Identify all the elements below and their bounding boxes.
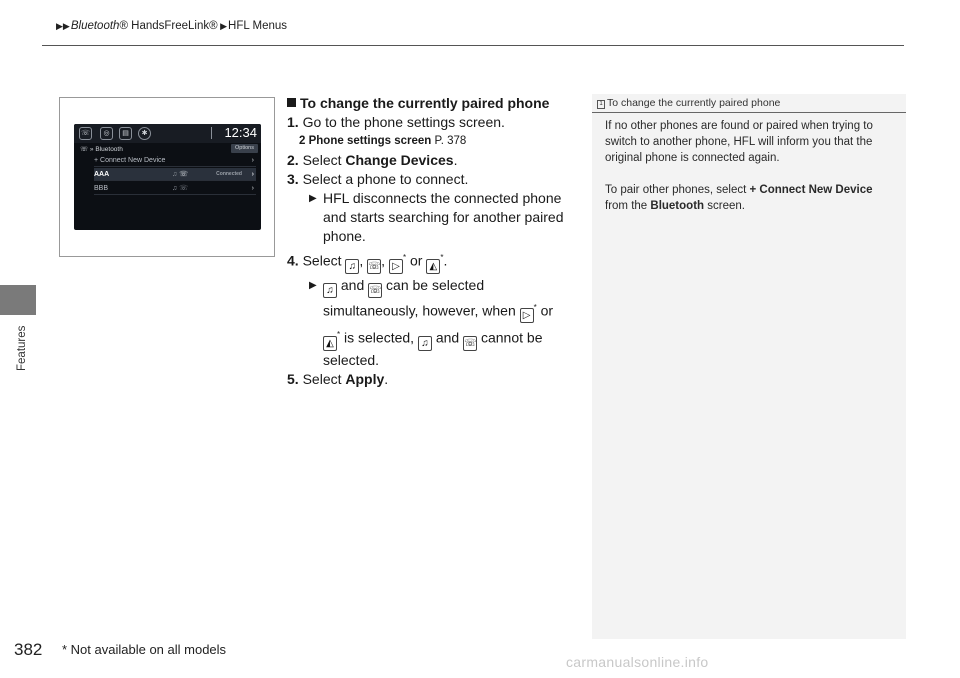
reference-icon: 2 <box>299 135 306 147</box>
step-3-result <box>287 189 587 208</box>
music-icon: ♫ <box>323 283 337 298</box>
arrow-right-icon: ▶ <box>217 21 228 31</box>
step-4-or: or <box>409 252 423 269</box>
header-section: HFL Menus <box>228 20 288 32</box>
step-3-result-line3: phone. <box>323 228 366 244</box>
procedure-title <box>287 94 587 113</box>
header-reg: ® <box>119 20 128 32</box>
square-bullet-icon <box>287 98 296 107</box>
step-3: 3. Select a phone to connect. <box>287 171 469 187</box>
note-icon: 1 <box>597 100 605 109</box>
screen-illustration <box>59 97 275 257</box>
screen-row-label: + Connect New Device <box>94 157 166 164</box>
p2-bold2: Bluetooth <box>650 200 705 212</box>
screen-row-tag: Connected <box>216 171 242 177</box>
step-2: 2. Select Change Devices. <box>287 152 458 168</box>
step-1-reference <box>299 132 587 151</box>
p2-post: screen. <box>704 200 745 212</box>
podcast-icon: ◭ <box>323 336 337 351</box>
screen-bt-label: Bluetooth <box>95 146 123 153</box>
arrow-right-icon: ▶ <box>309 193 317 204</box>
step-1-text: Go to the phone settings screen. <box>302 114 505 130</box>
step-4-text: Select <box>302 252 342 269</box>
section-label-container <box>4 313 32 383</box>
step-4-and-2: and <box>435 329 460 346</box>
settings-icon: ✱ <box>138 127 151 140</box>
step-4-result-line2: simultaneously, however, when <box>323 302 516 319</box>
step-4-result-line1: can be selected <box>386 276 485 293</box>
podcast-icon: ◭ <box>426 259 440 274</box>
step-4: 4. Select ♫ , ☏, ▷* or ◭*. <box>287 252 448 272</box>
chevron-right-icon: › <box>251 171 254 178</box>
watermark: carmanualsonline.info <box>566 654 709 670</box>
screen-row-label: AAA <box>94 171 110 178</box>
step-4-result-3: ◭* is selected, ♫ and ☏ cannot be <box>287 325 587 351</box>
step-4-and: and <box>340 276 365 293</box>
play-icon: ▷ <box>389 259 403 274</box>
p2-pre: To pair other phones, select <box>605 184 750 196</box>
screen-row-bbb <box>94 182 256 195</box>
music-phone-icon: ♫ ☏ <box>172 185 188 192</box>
step-2-text: Select <box>302 152 346 168</box>
screen-bt-title <box>80 145 123 153</box>
step-4-result-4 <box>287 351 587 370</box>
section-label: Features <box>16 325 28 371</box>
music-icon: ♫ <box>418 336 432 351</box>
aid-icon: ▤ <box>119 127 132 140</box>
screen-row-label: BBB <box>94 185 109 192</box>
step-3-result-line1: HFL disconnects the connected phone <box>323 190 562 206</box>
step-3-result-3 <box>287 227 587 246</box>
side-note-heading <box>592 94 906 113</box>
section-tab <box>0 285 36 315</box>
step-3-text: Select a phone to connect. <box>302 171 469 187</box>
procedure-title-text: To change the currently paired phone <box>300 95 550 111</box>
status-icon <box>211 127 221 139</box>
phone-icon: ☏ » <box>80 146 94 153</box>
music-icon: ♫ <box>345 259 359 274</box>
step-2-bold: Change Devices <box>345 152 454 168</box>
phone-icon: ☏ <box>79 127 92 140</box>
side-note-heading-text: To change the currently paired phone <box>607 97 781 109</box>
p2-mid: from the <box>605 200 651 212</box>
header-product: HandsFreeLink® <box>127 20 218 32</box>
step-4-result-2: simultaneously, however, when ▷* or <box>323 302 554 322</box>
step-4-result-line3a: is selected, <box>344 329 415 346</box>
arrow-right-icon: ▶▶ <box>56 21 70 31</box>
running-header <box>56 20 287 32</box>
phone-icon: ☏ <box>368 260 381 272</box>
chevron-right-icon: › <box>251 157 254 164</box>
step-3-result-2 <box>287 208 587 227</box>
phone-icon: ☏ <box>369 284 382 296</box>
side-note-body <box>605 118 897 230</box>
step-5-text: Select <box>302 370 346 387</box>
navi-icon: ◎ <box>100 127 113 140</box>
header-brand: Bluetooth <box>70 20 120 32</box>
footnote: * Not available on all models <box>62 642 227 657</box>
chevron-right-icon: › <box>251 185 254 192</box>
reference-label: Phone settings screen <box>308 135 432 147</box>
reference-page: P. 378 <box>434 135 467 147</box>
screen-row-connect <box>94 154 256 167</box>
step-5-bold: Apply <box>345 370 385 387</box>
side-note-p2 <box>605 182 897 214</box>
step-5: 5. Select Apply. <box>287 370 389 387</box>
screen-top-bar <box>74 124 261 143</box>
phone-icon: ☏ <box>464 337 477 349</box>
step-4-result-line4: selected. <box>323 351 380 368</box>
screen-options-button: Options <box>231 144 258 153</box>
screen-row-aaa <box>94 168 256 181</box>
music-phone-icon: ♫ ☏ <box>172 171 188 178</box>
play-icon: ▷ <box>520 308 534 323</box>
screen-clock: 12:34 <box>224 125 257 140</box>
arrow-right-icon: ▶ <box>309 279 317 291</box>
header-rule <box>42 45 904 46</box>
display-screen <box>74 124 261 230</box>
step-4-result-line3c: cannot be <box>480 329 543 346</box>
step-3-result-line2: and starts searching for another paired <box>323 209 564 225</box>
side-note <box>592 94 906 639</box>
procedure <box>287 94 587 389</box>
side-note-p1: If no other phones are found or paired when trying to switch to another phone, HFL will inform you that the original phone is connected again. <box>605 120 873 164</box>
p2-bold1: + Connect New Device <box>749 184 873 196</box>
step-1: 1. Go to the phone settings screen. <box>287 114 505 130</box>
step-4-or-2: or <box>540 302 554 319</box>
page-number: 382 <box>14 640 43 659</box>
step-4-result <box>287 276 587 298</box>
